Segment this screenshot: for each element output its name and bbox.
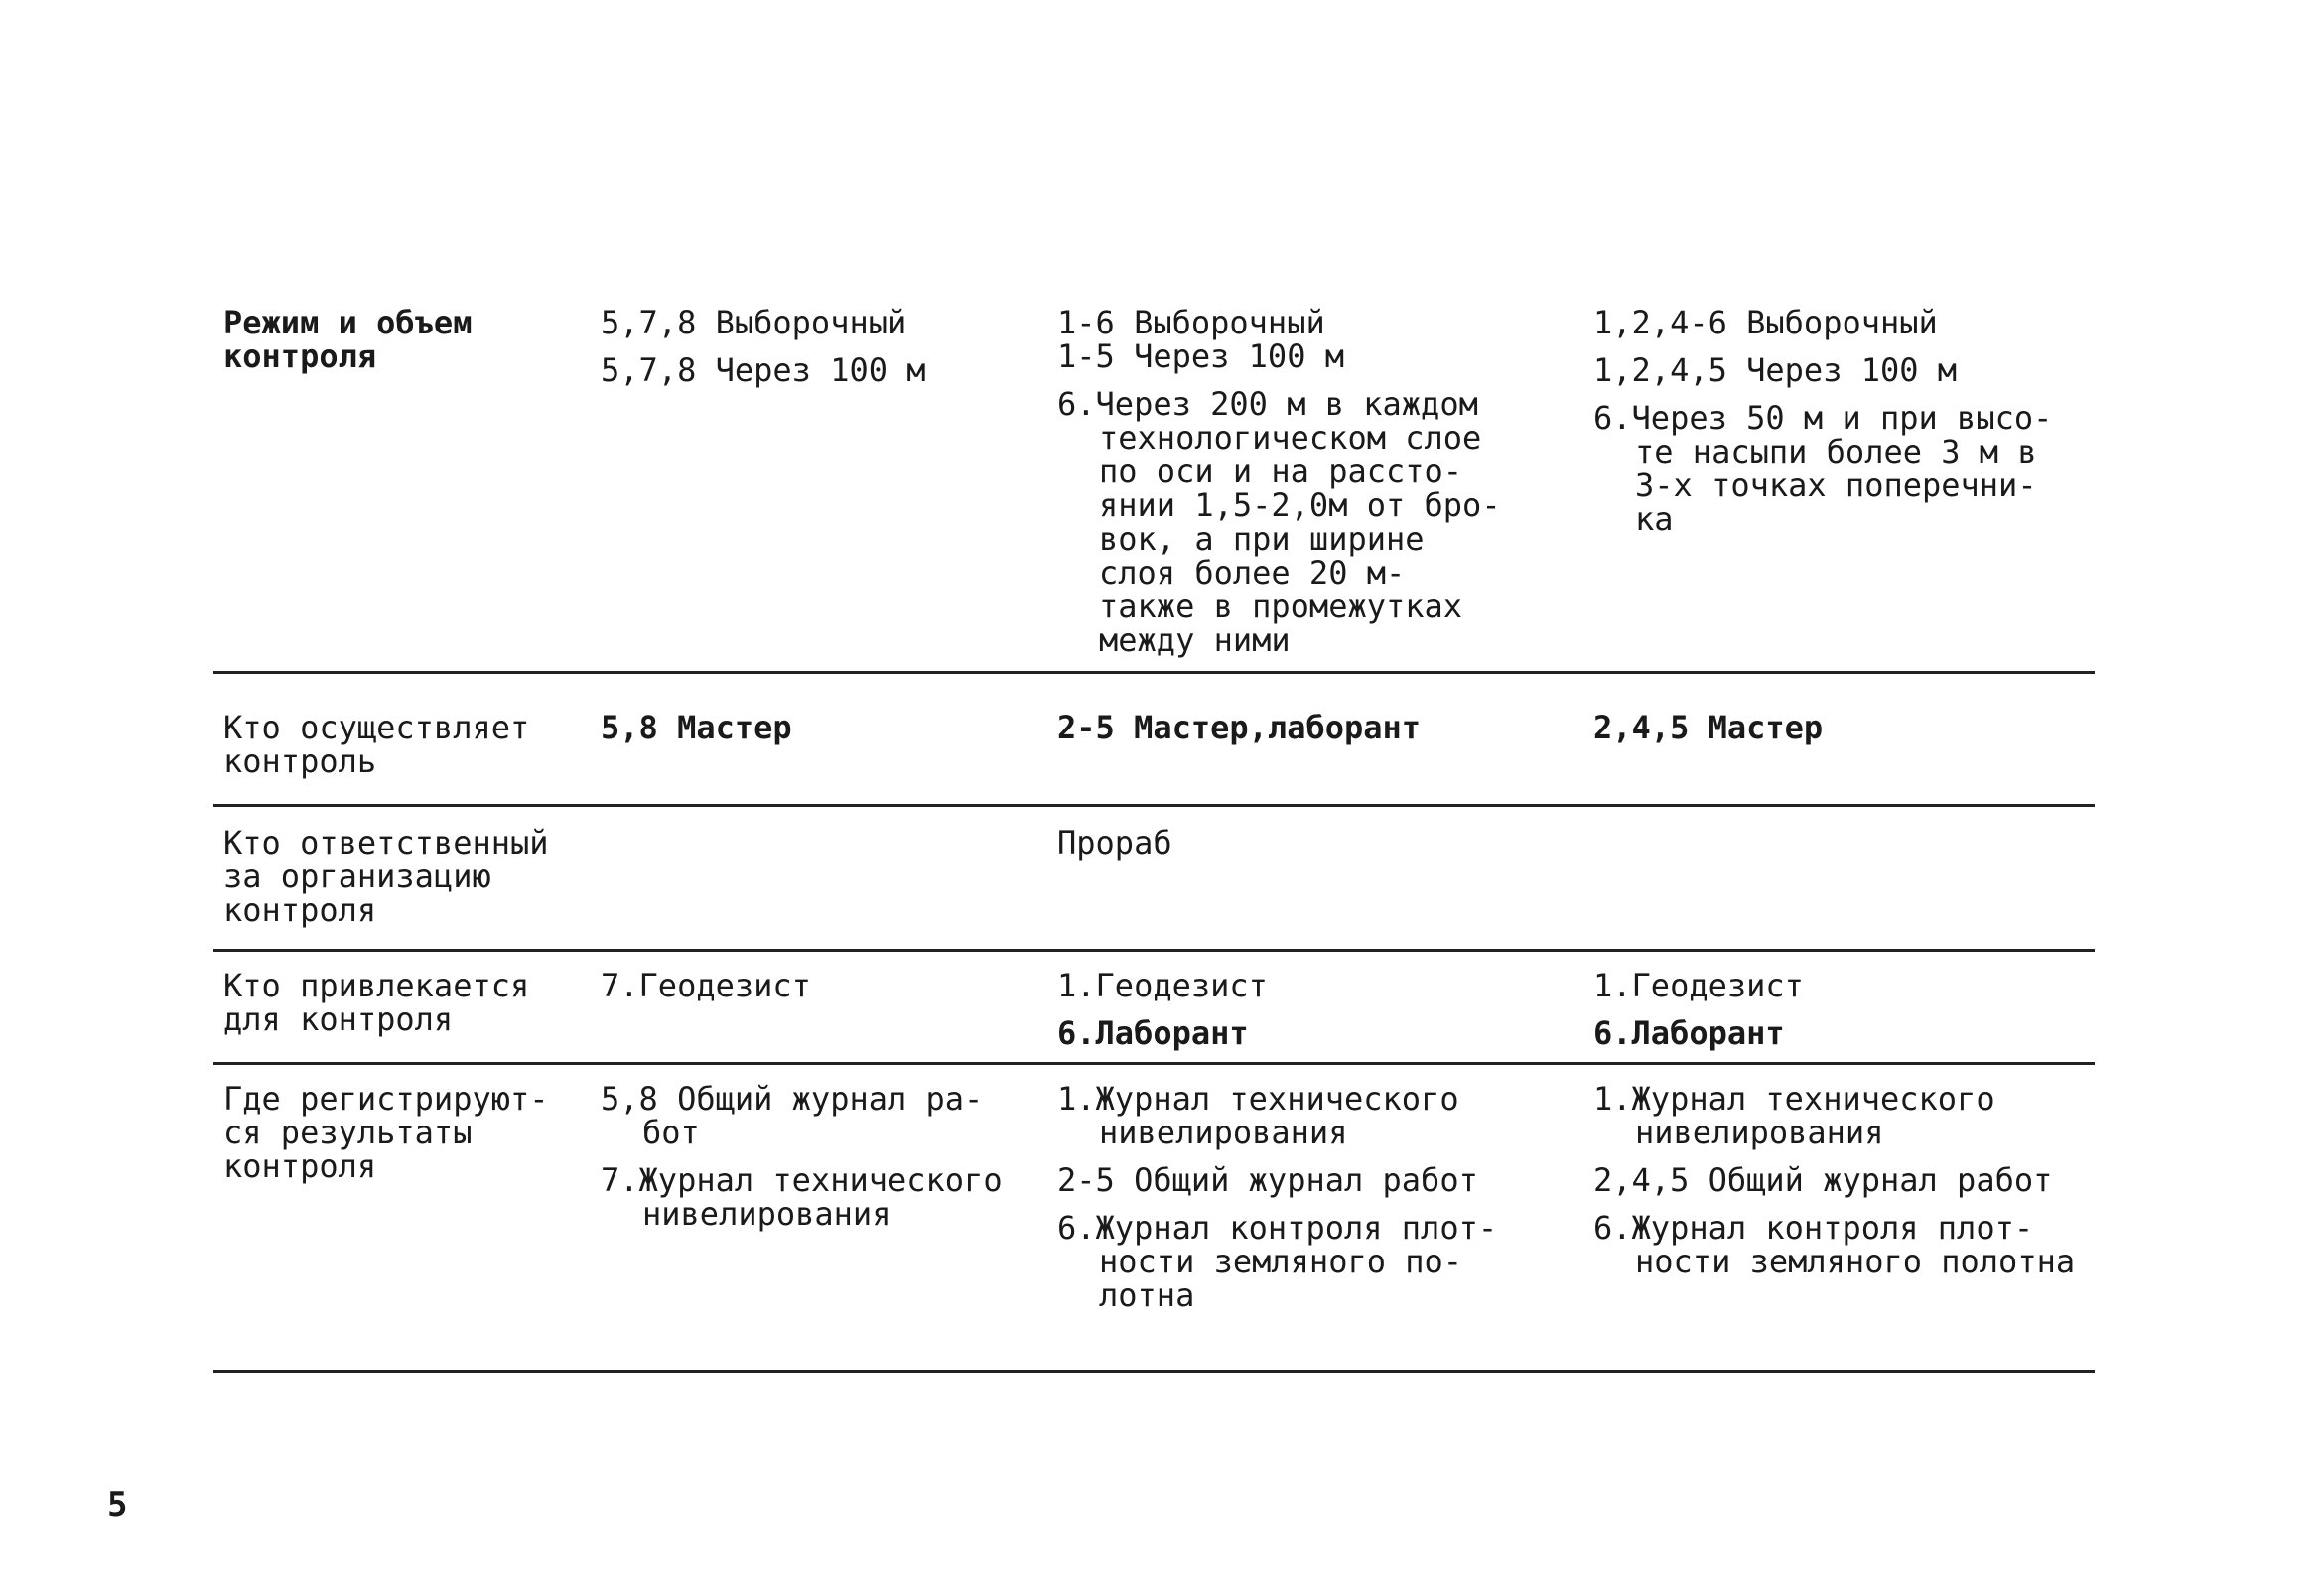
column-2-cell xyxy=(1057,711,1583,744)
label-line: контроля xyxy=(223,1147,377,1185)
entry-line: 6.Через 50 м и при высо- xyxy=(1593,399,2053,437)
label-line: Кто ответственный xyxy=(223,824,549,861)
entry-line: 5,7,8 Через 100 м xyxy=(601,351,926,389)
entry-line: 1-6 Выборочный xyxy=(1057,304,1325,341)
entry xyxy=(1057,387,1583,657)
entry xyxy=(601,306,1037,339)
entry-line: 1,2,4-6 Выборочный xyxy=(1593,304,1938,341)
entry-line: нивелирования xyxy=(642,1195,891,1233)
entry xyxy=(1057,1211,1583,1312)
page-number: 5 xyxy=(107,1485,128,1524)
entry-line: янии 1,5-2,0м от бро- xyxy=(1099,486,1501,524)
row-divider xyxy=(213,804,2095,807)
entry xyxy=(1593,1016,2110,1050)
entry-line: 6.Журнал контроля плот- xyxy=(1593,1209,2034,1247)
column-2-cell xyxy=(1057,969,1583,1064)
label-line: для контроля xyxy=(223,1000,454,1038)
label-line: Где регистрируют- xyxy=(223,1080,549,1118)
entry-line: технологическом слое xyxy=(1099,419,1482,457)
entry xyxy=(1593,1163,2110,1197)
entry-line: ка xyxy=(1635,500,1674,538)
label-line: контроля xyxy=(223,891,377,929)
entry-line: 6.Лаборант xyxy=(1057,1014,1249,1052)
row-divider xyxy=(213,1062,2095,1065)
entry-line: 7.Журнал технического xyxy=(601,1161,1003,1199)
entry-line: по оси и на рассто- xyxy=(1099,453,1463,490)
row-label xyxy=(223,1082,581,1183)
entry xyxy=(1593,1211,2110,1278)
entry xyxy=(1057,306,1583,373)
label-line: контроль xyxy=(223,742,377,780)
entry-line: 2,4,5 Мастер xyxy=(1593,709,1824,746)
entry-line: слоя более 20 м- xyxy=(1099,554,1406,592)
entry-line: вок, а при ширине xyxy=(1099,520,1425,558)
column-3-cell xyxy=(1593,306,2110,550)
entry-line: ности земляного по- xyxy=(1099,1243,1463,1280)
entry-line: 5,8 Мастер xyxy=(601,709,792,746)
entry xyxy=(1593,401,2110,536)
entry-line: 1.Журнал технического xyxy=(1057,1080,1459,1118)
column-1-cell xyxy=(601,711,1037,744)
entry xyxy=(601,1082,1037,1149)
entry-line: 1,2,4,5 Через 100 м xyxy=(1593,351,1958,389)
entry-line: 3-х точках поперечни- xyxy=(1635,466,2037,504)
row-label xyxy=(223,306,581,373)
entry-line: 5,7,8 Выборочный xyxy=(601,304,907,341)
label-line: за организацию xyxy=(223,858,491,895)
row-label xyxy=(223,826,581,927)
column-1-cell xyxy=(601,969,1037,1002)
column-2-cell xyxy=(1057,1082,1583,1326)
entry-line: 5,8 Общий журнал ра- xyxy=(601,1080,984,1118)
column-1-cell xyxy=(601,306,1037,401)
entry xyxy=(1593,353,2110,387)
entry xyxy=(1593,1082,2110,1149)
entry-line: также в промежутках xyxy=(1099,588,1463,625)
entry xyxy=(601,353,1037,387)
entry xyxy=(1057,1082,1583,1149)
entry xyxy=(1593,306,2110,339)
entry-line: 6.Через 200 м в каждом xyxy=(1057,385,1478,423)
entry-line: 7.Геодезист xyxy=(601,967,811,1004)
entry xyxy=(1057,1016,1583,1050)
entry-line: 1.Геодезист xyxy=(1057,967,1268,1004)
column-1-cell xyxy=(601,1082,1037,1245)
label-line: контроля xyxy=(223,337,377,375)
entry-line: 1-5 Через 100 м xyxy=(1057,337,1344,375)
column-3-cell xyxy=(1593,711,2110,744)
entry-line: нивелирования xyxy=(1635,1114,1884,1151)
entry-line: 2,4,5 Общий журнал работ xyxy=(1593,1161,2053,1199)
entry-line: 2-5 Мастер,лаборант xyxy=(1057,709,1422,746)
label-line: Кто привлекается xyxy=(223,967,530,1004)
entry-line: бот xyxy=(642,1114,700,1151)
column-2-cell xyxy=(1057,306,1583,671)
column-3-cell xyxy=(1593,969,2110,1064)
entry-line: 6.Лаборант xyxy=(1593,1014,1785,1052)
entry-line: те насыпи более 3 м в xyxy=(1635,433,2037,470)
column-3-cell xyxy=(1593,1082,2110,1292)
entry-line: ности земляного полотна xyxy=(1635,1243,2076,1280)
column-2-cell xyxy=(1057,826,1583,860)
entry-line: 6.Журнал контроля плот- xyxy=(1057,1209,1498,1247)
entry xyxy=(1593,969,2110,1002)
row-divider xyxy=(213,949,2095,952)
label-line: Режим и объем xyxy=(223,304,473,341)
row-label xyxy=(223,969,581,1036)
entry-line: нивелирования xyxy=(1099,1114,1348,1151)
entry-line: Прораб xyxy=(1057,824,1172,861)
entry-line: 1.Журнал технического xyxy=(1593,1080,1995,1118)
entry xyxy=(1057,1163,1583,1197)
entry-line: между ними xyxy=(1099,621,1291,659)
label-line: ся результаты xyxy=(223,1114,473,1151)
label-line: Кто осуществляет xyxy=(223,709,530,746)
entry xyxy=(1057,969,1583,1002)
row-divider xyxy=(213,671,2095,674)
row-label xyxy=(223,711,581,778)
entry-line: 2-5 Общий журнал работ xyxy=(1057,1161,1478,1199)
entry-line: 1.Геодезист xyxy=(1593,967,1804,1004)
row-divider xyxy=(213,1370,2095,1373)
entry xyxy=(601,1163,1037,1231)
entry-line: лотна xyxy=(1099,1276,1195,1314)
